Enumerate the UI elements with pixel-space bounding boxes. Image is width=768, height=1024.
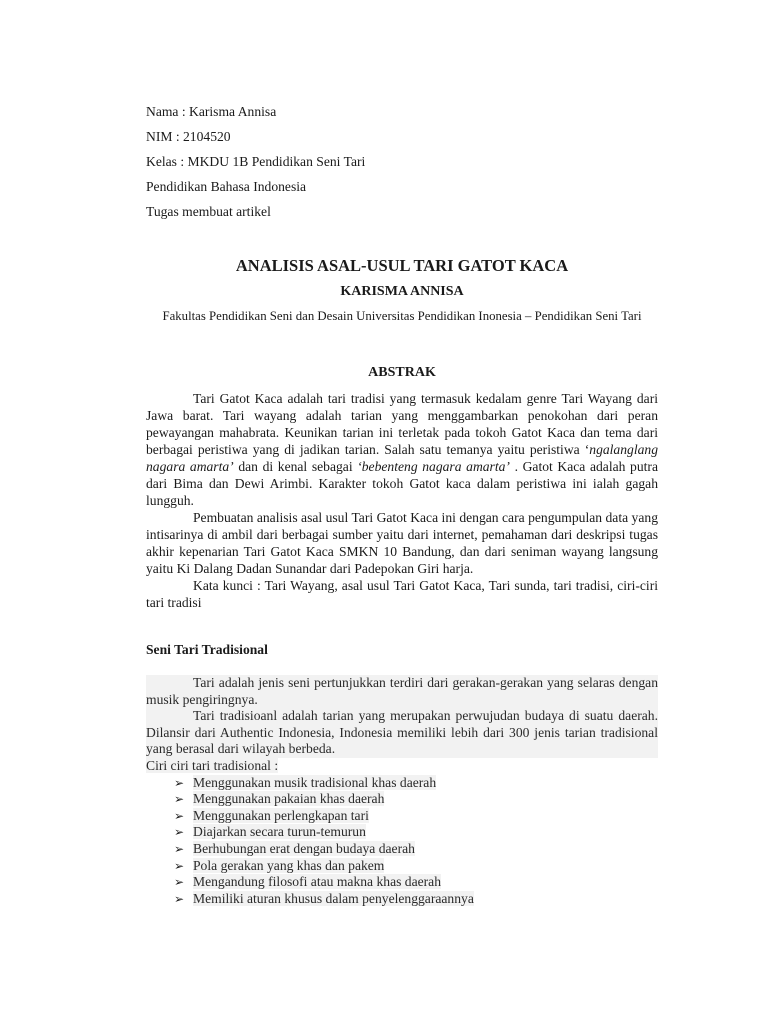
arrow-bullet-icon: ➢: [174, 792, 185, 807]
list-item: ➢ Diajarkan secara turun-temurun: [174, 824, 366, 840]
article-author: KARISMA ANNISA: [340, 284, 464, 299]
arrow-bullet-icon: ➢: [174, 891, 185, 906]
section-paragraph-2: Tari tradisioanl adalah tarian yang merupakan perwujudan budaya di suatu daerah. Dilansir dari Authentic Indonesia, Indonesia memiliki lebih dari 300 jenis tarian tradisional yang berasal dari wilayah berbeda.: [146, 708, 658, 757]
list-item: ➢ Menggunakan perlengkapan tari: [174, 807, 369, 823]
article-affiliation: Fakultas Pendidikan Seni dan Desain Universitas Pendidikan Inonesia – Pendidikan Seni Tari: [162, 309, 642, 323]
list-item: ➢ Pola gerakan yang khas dan pakem: [174, 857, 385, 873]
abstract-paragraph-1: Tari Gatot Kaca adalah tari tradisi yang termasuk kedalam genre Tari Wayang dari Jawa barat. Tari wayang adalah tarian yang menggambarkan penokohan dari peran pewayangan mahabrata. Keunikan tarian ini terletak pada tokoh Gatot Kaca dan tema dari berbagai peristiwa yang di jadikan tarian. Salah satu temanya yaitu peristiwa ‘ngalanglang nagara amarta’ dan di kenal sebagai ‘bebenteng nagara amarta’ . Gatot Kaca adalah putra dari Bima dan Dewi Arimbi. Karakter tokoh Gatot kaca dalam peristiwa ini ialah gagah lungguh.: [146, 391, 658, 508]
section-body: [146, 675, 658, 907]
list-item: ➢ Menggunakan musik tradisional khas daerah: [174, 774, 437, 790]
arrow-bullet-icon: ➢: [174, 825, 185, 840]
arrow-bullet-icon: ➢: [174, 808, 185, 823]
abstract-heading: ABSTRAK: [368, 365, 436, 380]
list-item: ➢ Berhubungan erat dengan budaya daerah: [174, 840, 415, 856]
list-item: ➢ Menggunakan pakaian khas daerah: [174, 791, 385, 807]
arrow-bullet-icon: ➢: [174, 775, 185, 790]
abstract-body: [146, 390, 658, 611]
arrow-bullet-icon: ➢: [174, 875, 185, 890]
abstract-italic-term-1: ngalanglang nagara amarta’: [146, 442, 658, 474]
assignment-note: Tugas membuat artikel: [146, 204, 271, 219]
abstract-italic-term-2: ‘bebenteng nagara amarta’: [357, 459, 510, 474]
arrow-bullet-icon: ➢: [174, 858, 185, 873]
list-item: ➢ Memiliki aturan khusus dalam penyelenggaraannya: [174, 890, 474, 906]
list-item: ➢ Mengandung filosofi atau makna khas daerah: [174, 874, 442, 890]
student-name: Nama : Karisma Annisa: [146, 104, 277, 119]
study-program: Pendidikan Bahasa Indonesia: [146, 179, 307, 194]
list-intro: Ciri ciri tari tradisional :: [146, 757, 279, 773]
student-nim: NIM : 2104520: [146, 129, 231, 144]
abstract-keywords: Kata kunci : Tari Wayang, asal usul Tari Gatot Kaca, Tari sunda, tari tradisi, ciri-ciri tari tradisi: [146, 578, 658, 610]
student-class: Kelas : MKDU 1B Pendidikan Seni Tari: [146, 154, 366, 169]
article-title: ANALISIS ASAL-USUL TARI GATOT KACA: [235, 256, 569, 275]
arrow-bullet-icon: ➢: [174, 841, 185, 856]
section-heading: Seni Tari Tradisional: [146, 642, 268, 657]
abstract-paragraph-2: Pembuatan analisis asal usul Tari Gatot Kaca ini dengan cara pengumpulan data yang intisarinya di ambil dari berbagai sumber yaitu dari internet, pemahaman dari deskripsi tugas akhir kepenarian Tari Gatot Kaca SMKN 10 Bandung, dan dari seniman wayang langsung yaitu Ki Dalang Dadan Sunandar dari Padepokan Giri harja.: [146, 510, 658, 576]
section-paragraph-1: Tari adalah jenis seni pertunjukkan terdiri dari gerakan-gerakan yang selaras dengan musik pengiringnya.: [146, 675, 658, 707]
traits-list: [146, 775, 658, 908]
